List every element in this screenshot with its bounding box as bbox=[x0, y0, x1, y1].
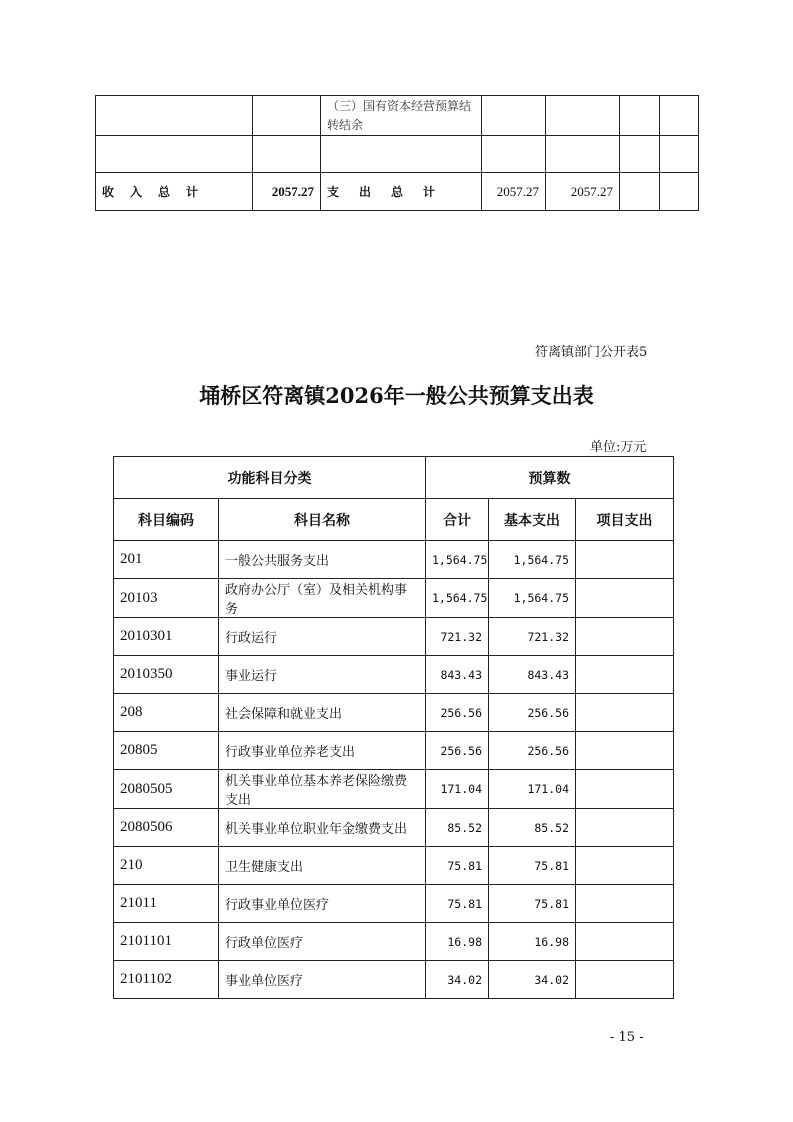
row-total: 16.98 bbox=[426, 923, 489, 961]
table-row bbox=[114, 694, 674, 732]
row-basic: 1,564.75 bbox=[489, 541, 576, 579]
row-code: 208 bbox=[114, 694, 219, 732]
row-basic: 721.32 bbox=[489, 618, 576, 656]
table-row bbox=[114, 923, 674, 961]
row-name: 机关事业单位职业年金缴费支出 bbox=[219, 809, 426, 847]
row-basic: 843.43 bbox=[489, 656, 576, 694]
row-project bbox=[576, 923, 674, 961]
row-basic: 75.81 bbox=[489, 847, 576, 885]
table-row bbox=[114, 541, 674, 579]
row-basic: 75.81 bbox=[489, 885, 576, 923]
row-code: 2101101 bbox=[114, 923, 219, 961]
table-row bbox=[114, 732, 674, 770]
row-basic: 256.56 bbox=[489, 732, 576, 770]
row-name: 机关事业单位基本养老保险缴费支出 bbox=[219, 770, 426, 809]
income-expense-summary-table bbox=[95, 95, 699, 211]
income-total-label: 收 入 总 计 bbox=[96, 173, 253, 211]
header-budget: 预算数 bbox=[426, 457, 674, 499]
row-project bbox=[576, 961, 674, 999]
row-total: 843.43 bbox=[426, 656, 489, 694]
row-code: 2010301 bbox=[114, 618, 219, 656]
row-project bbox=[576, 732, 674, 770]
expense-total-label: 支 出 总 计 bbox=[321, 173, 482, 211]
row-total: 171.04 bbox=[426, 770, 489, 809]
row-name: 事业单位医疗 bbox=[219, 961, 426, 999]
row-total: 1,564.75 bbox=[426, 579, 489, 618]
row-project bbox=[576, 770, 674, 809]
row-total: 85.52 bbox=[426, 809, 489, 847]
row-project bbox=[576, 847, 674, 885]
row-code: 2080506 bbox=[114, 809, 219, 847]
row-project bbox=[576, 579, 674, 618]
header-total: 合计 bbox=[426, 499, 489, 541]
row-basic: 171.04 bbox=[489, 770, 576, 809]
row-total: 256.56 bbox=[426, 732, 489, 770]
table-number: 符离镇部门公开表5 bbox=[535, 345, 648, 360]
row-total: 1,564.75 bbox=[426, 541, 489, 579]
expense-total-value: 2057.27 bbox=[482, 173, 546, 211]
page-number: - 15 - bbox=[610, 1030, 644, 1045]
row-code: 20103 bbox=[114, 579, 219, 618]
header-basic: 基本支出 bbox=[489, 499, 576, 541]
table-row bbox=[114, 770, 674, 809]
row-basic: 16.98 bbox=[489, 923, 576, 961]
expense-total-value-2: 2057.27 bbox=[546, 173, 620, 211]
row-name: 事业运行 bbox=[219, 656, 426, 694]
table-row bbox=[114, 885, 674, 923]
row-basic: 34.02 bbox=[489, 961, 576, 999]
row-total: 75.81 bbox=[426, 885, 489, 923]
table-row bbox=[114, 961, 674, 999]
row-name: 行政事业单位医疗 bbox=[219, 885, 426, 923]
row-project bbox=[576, 885, 674, 923]
row-total: 256.56 bbox=[426, 694, 489, 732]
row-total: 721.32 bbox=[426, 618, 489, 656]
header-project: 项目支出 bbox=[576, 499, 674, 541]
row-code: 20805 bbox=[114, 732, 219, 770]
row-project bbox=[576, 694, 674, 732]
row-name: 一般公共服务支出 bbox=[219, 541, 426, 579]
unit-label: 单位:万元 bbox=[590, 440, 647, 455]
cell-state-capital-carryover: （三）国有资本经营预算结转结余 bbox=[321, 96, 482, 136]
header-category: 功能科目分类 bbox=[114, 457, 426, 499]
row-basic: 1,564.75 bbox=[489, 579, 576, 618]
table-row bbox=[114, 809, 674, 847]
income-total-value: 2057.27 bbox=[253, 173, 321, 211]
row-name: 卫生健康支出 bbox=[219, 847, 426, 885]
table-row bbox=[114, 618, 674, 656]
row-code: 2010350 bbox=[114, 656, 219, 694]
table-row bbox=[114, 579, 674, 618]
row-project bbox=[576, 656, 674, 694]
row-name: 行政事业单位养老支出 bbox=[219, 732, 426, 770]
row-basic: 85.52 bbox=[489, 809, 576, 847]
page-title: 埇桥区符离镇2026年一般公共预算支出表 bbox=[199, 383, 594, 408]
row-name: 政府办公厅（室）及相关机构事务 bbox=[219, 579, 426, 618]
row-name: 社会保障和就业支出 bbox=[219, 694, 426, 732]
row-project bbox=[576, 618, 674, 656]
row-basic: 256.56 bbox=[489, 694, 576, 732]
row-code: 2080505 bbox=[114, 770, 219, 809]
table-row bbox=[114, 847, 674, 885]
header-name: 科目名称 bbox=[219, 499, 426, 541]
header-code: 科目编码 bbox=[114, 499, 219, 541]
row-project bbox=[576, 809, 674, 847]
row-code: 201 bbox=[114, 541, 219, 579]
row-name: 行政运行 bbox=[219, 618, 426, 656]
row-project bbox=[576, 541, 674, 579]
row-total: 75.81 bbox=[426, 847, 489, 885]
table-row bbox=[114, 656, 674, 694]
row-name: 行政单位医疗 bbox=[219, 923, 426, 961]
row-total: 34.02 bbox=[426, 961, 489, 999]
row-code: 21011 bbox=[114, 885, 219, 923]
row-code: 210 bbox=[114, 847, 219, 885]
budget-expenditure-table bbox=[113, 456, 674, 999]
row-code: 2101102 bbox=[114, 961, 219, 999]
